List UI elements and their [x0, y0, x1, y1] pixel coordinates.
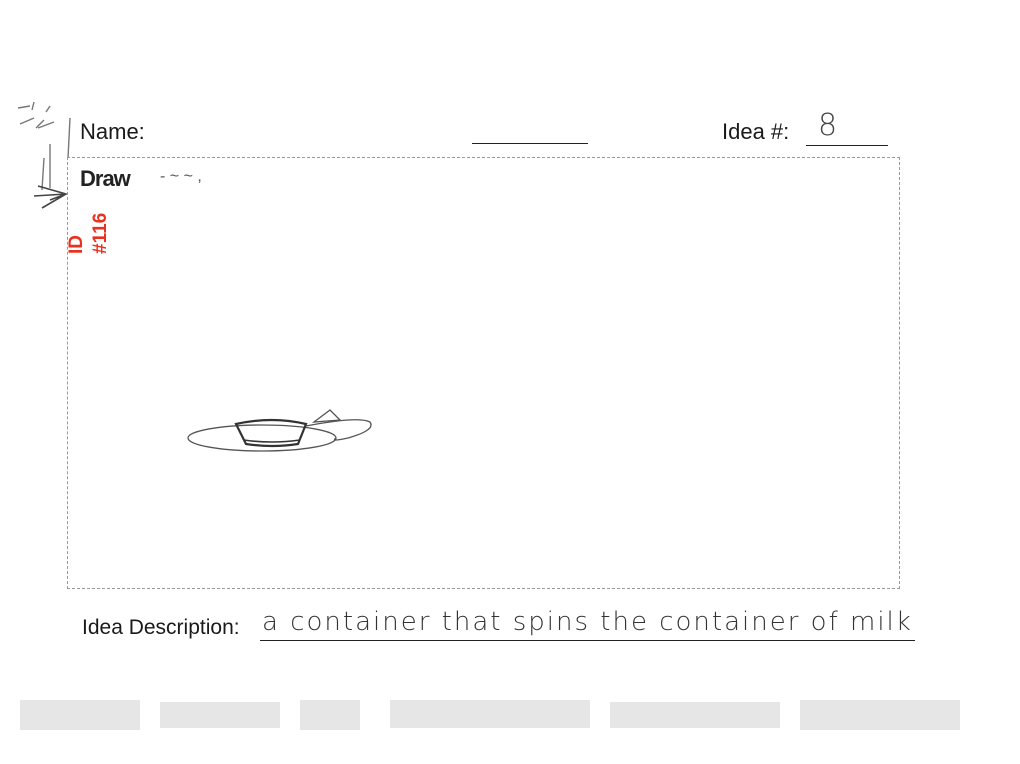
idea-number-line [806, 145, 888, 146]
draw-label: Draw [80, 166, 130, 191]
description-value: a container that spins the container of milk [262, 607, 913, 637]
id-stamp-number: #116 [90, 212, 111, 254]
name-label: Name: [80, 119, 145, 144]
container-sketch-drawing [180, 400, 390, 470]
id-stamp [60, 208, 110, 258]
name-field-line [472, 143, 588, 144]
scan-noise [0, 680, 1020, 750]
draw-label-scribble: - ~ ~ , [160, 168, 202, 185]
idea-number-label: Idea #: [722, 119, 790, 144]
drawing-area [67, 157, 900, 589]
idea-number-value: 8 [818, 108, 838, 143]
description-label: Idea Description: [82, 616, 240, 639]
id-stamp-label: ID [66, 235, 87, 254]
description-line [260, 640, 915, 641]
